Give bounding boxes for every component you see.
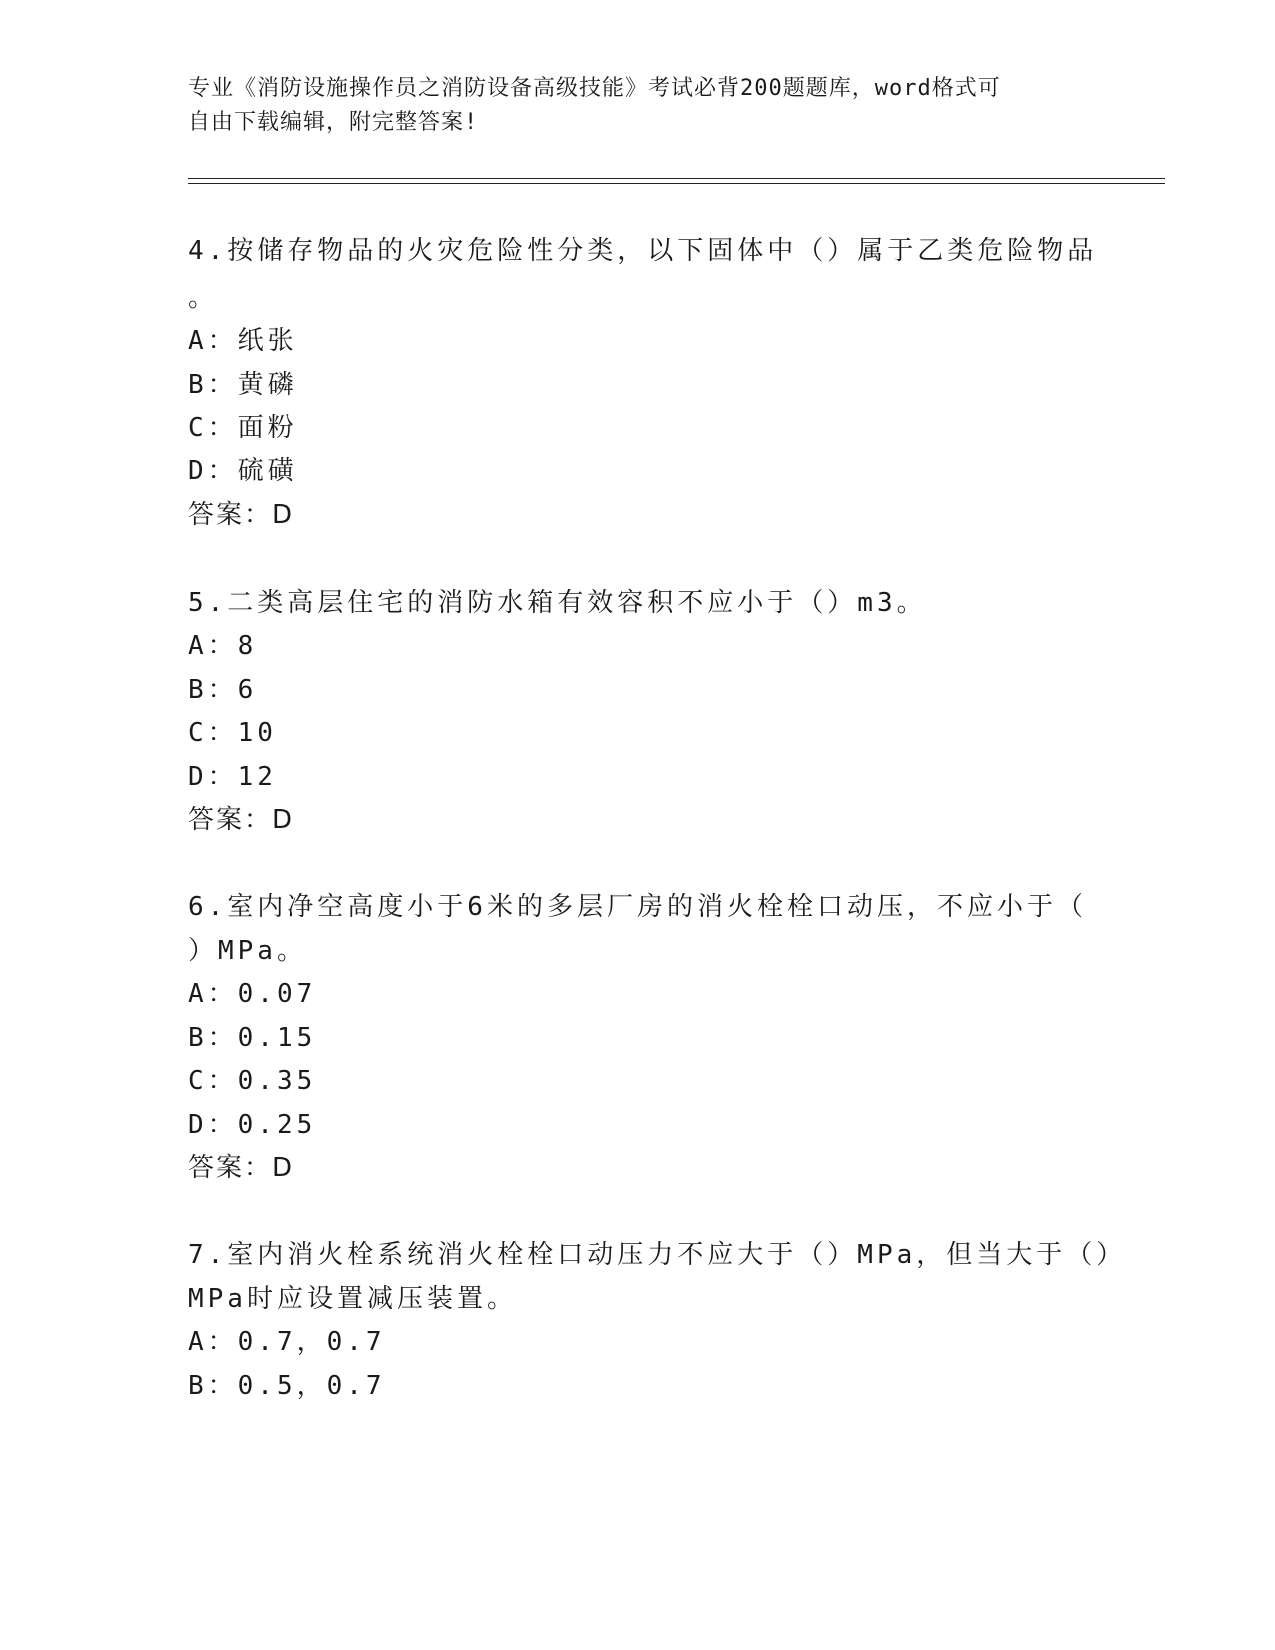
question-7-stem-continuation: MPa时应设置减压装置。 bbox=[188, 1284, 517, 1314]
question-5-answer: 答案：D bbox=[188, 805, 295, 835]
question-6-stem: 6.室内净空高度小于6米的多层厂房的消火栓栓口动压，不应小于（ bbox=[188, 892, 1087, 922]
question-4-option-b: B：黄磷 bbox=[188, 370, 298, 400]
question-7-option-b: B：0.5，0.7 bbox=[188, 1371, 386, 1401]
question-6-stem-continuation: ）MPa。 bbox=[188, 936, 307, 966]
question-4-option-c: C：面粉 bbox=[188, 413, 298, 443]
question-4-option-d: D：硫磺 bbox=[188, 456, 298, 486]
question-5-option-a: A：8 bbox=[188, 631, 258, 661]
question-5-option-c: C：10 bbox=[188, 718, 277, 748]
question-6-option-b: B：0.15 bbox=[188, 1023, 317, 1053]
header-divider bbox=[188, 178, 1165, 184]
question-7-option-a: A：0.7，0.7 bbox=[188, 1327, 386, 1357]
document-header bbox=[188, 72, 1088, 140]
question-6-option-d: D：0.25 bbox=[188, 1110, 317, 1140]
question-4-option-a: A：纸张 bbox=[188, 326, 298, 356]
question-4-stem-continuation: 。 bbox=[188, 283, 219, 313]
question-6-answer: 答案：D bbox=[188, 1153, 295, 1183]
header-line-1: 专业《消防设施操作员之消防设备高级技能》考试必背200题题库，word格式可 bbox=[188, 76, 1001, 101]
question-6-option-a: A：0.07 bbox=[188, 979, 317, 1009]
question-6-option-c: C：0.35 bbox=[188, 1066, 317, 1096]
question-5-option-d: D：12 bbox=[188, 762, 277, 792]
question-5-stem: 5.二类高层住宅的消防水箱有效容积不应小于（）m3。 bbox=[188, 588, 927, 618]
question-5-option-b: B：6 bbox=[188, 675, 258, 705]
header-line-2: 自由下载编辑，附完整答案! bbox=[188, 110, 479, 135]
question-4-stem: 4.按储存物品的火灾危险性分类，以下固体中（）属于乙类危险物品 bbox=[188, 236, 1098, 266]
question-4-answer: 答案：D bbox=[188, 500, 295, 530]
question-7-stem: 7.室内消火栓系统消火栓栓口动压力不应大于（）MPa，但当大于（） bbox=[188, 1240, 1127, 1270]
